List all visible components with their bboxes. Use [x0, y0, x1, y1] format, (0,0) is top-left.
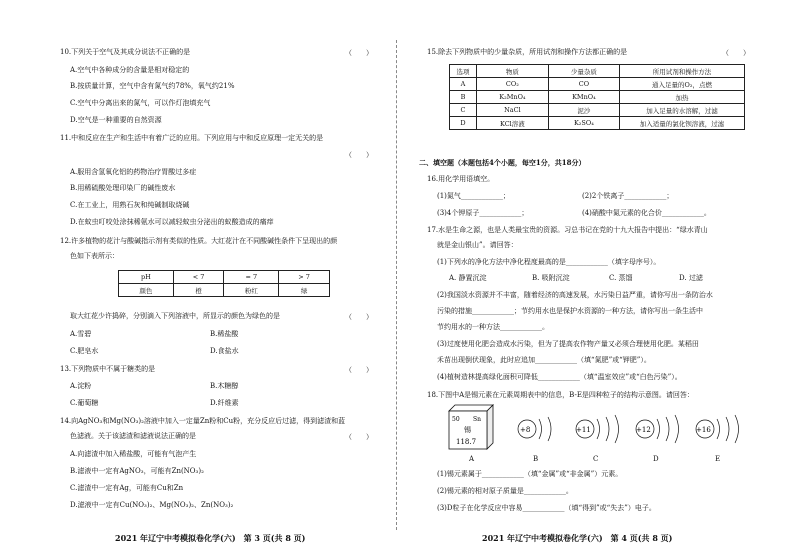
q15-cell: A [450, 78, 477, 91]
q14-option-b: B.滤液中一定有AgNO₃，可能有Zn(NO₃)₂ [70, 467, 204, 475]
q17-sub-1: (1)下列水的净化方法中净化程度最高的是____________（填字母序号）。 [437, 258, 661, 266]
q15-table [449, 64, 745, 130]
q11-option-b: B.用稀硫酸处理印染厂的碱性废水 [70, 184, 176, 192]
diagram-label-d: D [653, 455, 659, 463]
q12-td-neutral: 粉红 [224, 284, 279, 297]
q12-th-eq7: = 7 [224, 271, 279, 284]
q14-stem: 14.向AgNO₃和Mg(NO₃)₂溶液中加入一定量Zn粉和Cu粉，充分反应后过滤，得到滤渣和蓝 [60, 417, 346, 425]
q17-opt-d: D. 过滤 [679, 274, 703, 282]
q16-item-2: (2)2个铁离子____________； [582, 192, 674, 200]
q13-option-b: B.木糖醇 [210, 382, 239, 390]
q10-option-c: C.空气中分离出来的氮气，可以作灯泡填充气 [70, 99, 211, 107]
q11-answer-paren: （ ） [345, 151, 373, 159]
tin-name: 锡 [464, 426, 471, 434]
q15-cell: 加入适量的氯化钡溶液，过滤 [620, 117, 745, 130]
q15-cell: NaCl [477, 104, 549, 117]
q15-stem: 15.除去下列物质中的少量杂质，所用试剂和操作方法都正确的是 [427, 48, 628, 56]
tin-atomic-number: 50 [452, 416, 460, 423]
q15-answer-paren: （ ） [722, 49, 750, 57]
q12-td-acid: 橙 [173, 284, 224, 297]
q17-sub-4: (4)植树造林提高绿化面积可降低____________（填“温室效应”或“白色污染”）。 [437, 373, 682, 381]
q16-item-4: (4)硝酸中氮元素的化合价____________。 [582, 209, 711, 217]
q15-cell: KMnO₄ [548, 91, 619, 104]
q15-cell: CO [548, 78, 619, 91]
q11-option-a: A.服用含氢氧化铝的药物治疗胃酸过多症 [70, 168, 197, 176]
particle-d-nucleus: +12 [636, 426, 651, 434]
q14-option-c: C.滤渣中一定有Ag，可能有Cu和Zn [70, 484, 184, 492]
q12-color-table [118, 270, 330, 297]
q17-opt-b: B. 吸附沉淀 [532, 274, 570, 282]
section-2-title: 二、填空题（本题包括4个小题，每空1分，共18分） [419, 158, 586, 167]
diagram-label-c: C [593, 455, 599, 463]
q15-cell: 通入足量的O₂，点燃 [620, 78, 745, 91]
q10-answer-paren: （ ） [345, 49, 373, 57]
tin-mass: 118.7 [456, 438, 477, 446]
q18-sub-2: (2)锡元素的相对原子质量是____________。 [437, 487, 573, 495]
q15-th-impurity: 少量杂质 [548, 65, 619, 78]
particle-c-diagram [573, 414, 625, 444]
q15-cell: 加热 [620, 91, 745, 104]
q15-cell: C [450, 104, 477, 117]
q15-cell: K₂SO₄ [548, 117, 619, 130]
q12-th-gt7: > 7 [279, 271, 330, 284]
diagram-label-a: A [469, 455, 475, 463]
q12-td-base: 绿 [279, 284, 330, 297]
q13-option-c: C.葡萄糖 [70, 399, 99, 407]
q11-stem: 11.中和反应在生产和生活中有着广泛的应用。下列应用与中和反应原理一定无关的是 [60, 134, 324, 142]
q18-stem: 18.下图中A是锡元素在元素周期表中的信息，B-E是四种粒子的结构示意图。请回答： [427, 391, 694, 399]
q11-option-d: D.在蚊虫叮咬处涂抹稀氨水可以减轻蚊虫分泌出的蚁酸造成的痛痒 [70, 218, 274, 226]
q14-stem-2: 色滤液。关于该滤渣和滤液说法正确的是 [70, 432, 196, 440]
q15-cell: 泥沙 [548, 104, 619, 117]
q12-option-d: D.食盐水 [210, 347, 239, 355]
q13-stem: 13.下列物质中不属于糖类的是 [60, 365, 156, 373]
q12-answer-paren: （ ） [345, 313, 373, 321]
q15-cell: D [450, 117, 477, 130]
tin-symbol: Sn [473, 416, 481, 423]
diagram-label-e: E [715, 455, 721, 463]
q17-sub-3: (3)过度使用化肥会造成水污染，但为了提高农作物产量又必须合理使用化肥。某稻田 [437, 340, 699, 348]
q17-sub-2c: 节约用水的一种方法____________。 [437, 323, 549, 331]
q14-option-d: D.滤液中一定有Cu(NO₃)₂、Mg(NO₃)₂、Zn(NO₃)₂ [70, 501, 234, 509]
q12-th-ph: pH [119, 271, 174, 284]
q15-cell: 加入足量的水溶解，过滤 [620, 104, 745, 117]
q13-answer-paren: （ ） [345, 366, 373, 374]
q12-th-lt7: < 7 [173, 271, 224, 284]
particle-e-diagram [693, 414, 749, 444]
q15-cell: B [450, 91, 477, 104]
q16-item-1: (1)氮气____________； [437, 192, 510, 200]
q17-opt-a: A. 静置沉淀 [449, 274, 487, 282]
particle-b-nucleus: +8 [520, 426, 531, 434]
q12-option-b: B.稀盐酸 [210, 330, 239, 338]
q17-sub-2b: 污染的措施____________；节约用水也是保护水资源的一种方法，请你写出一条生活中 [437, 307, 703, 315]
q12-option-a: A.雪碧 [70, 330, 92, 338]
q10-stem: 10.下列关于空气及其成分说法不正确的是 [60, 48, 191, 56]
page-4 [397, 0, 794, 558]
particle-e-nucleus: +16 [696, 426, 711, 434]
q17-sub-3b: 禾苗出现倒伏现象，此时应追加____________（填“氮肥”或“钾肥”）。 [437, 356, 651, 364]
q15-th-method: 所用试剂和操作方法 [620, 65, 745, 78]
q13-option-a: A.淀粉 [70, 382, 92, 390]
q17-opt-c: C. 蒸馏 [609, 274, 633, 282]
q14-option-a: A.向滤渣中加入稀盐酸，可能有气泡产生 [70, 450, 197, 458]
q10-option-d: D.空气是一种重要的自然资源 [70, 116, 162, 124]
q12-td-label: 颜色 [119, 284, 174, 297]
particle-c-nucleus: +11 [576, 426, 591, 434]
q15-cell: KCl溶液 [477, 117, 549, 130]
page-4-footer: 2021 年辽宁中考模拟卷化学(六) 第 4 页(共 8 页) [482, 533, 673, 543]
q17-stem-2: 就是金山银山”。请回答： [437, 241, 518, 249]
q17-sub-2: (2)我国淡水资源并不丰富，随着经济的高速发展，水污染日益严重，请你写出一条防治水 [437, 291, 713, 299]
q18-sub-3: (3)D粒子在化学反应中容易____________（填“得到”或“失去”）电子。 [437, 504, 656, 512]
q16-stem: 16.用化学用语填空。 [427, 175, 495, 183]
particle-d-diagram [633, 414, 685, 444]
q13-option-d: D.纤维素 [210, 399, 239, 407]
q12-stem-3: 取大红花少许捣碎，分别滴入下列溶液中，所显示的颜色为绿色的是 [70, 312, 280, 320]
q14-answer-paren: （ ） [345, 433, 373, 441]
q12-option-c: C.肥皂水 [70, 347, 99, 355]
q11-option-c: C.在工业上，用熟石灰和纯碱制取烧碱 [70, 201, 190, 209]
q10-option-a: A.空气中各种成分的含量是相对稳定的 [70, 66, 190, 74]
particle-b-diagram [515, 414, 563, 444]
q12-stem-2: 色如下表所示： [70, 252, 119, 260]
page-3-footer: 2021 年辽宁中考模拟卷化学(六) 第 3 页(共 8 页) [115, 533, 306, 543]
q17-stem: 17.水是生命之源，也是人类最宝贵的资源。习总书记在党的十九大报告中提出：“绿水青山 [427, 226, 708, 234]
q18-sub-1: (1)锡元素属于____________（填“金属”或“非金属”）元素。 [437, 470, 623, 478]
q15-cell: K₂MnO₄ [477, 91, 549, 104]
q15-th-substance: 物质 [477, 65, 549, 78]
q15-cell: CO₂ [477, 78, 549, 91]
tin-element-cell [447, 403, 497, 451]
q16-item-3: (3)4个钾原子____________； [437, 209, 529, 217]
q10-option-b: B.按质量计算，空气中含有氮气约78%，氧气约21% [70, 82, 235, 90]
q15-th-option: 选项 [450, 65, 477, 78]
diagram-label-b: B [533, 455, 539, 463]
q12-stem: 12.许多植物的花汁与酸碱指示剂有类似的性质。大红花汁在不同酸碱性条件下呈现出的颜 [60, 237, 338, 245]
